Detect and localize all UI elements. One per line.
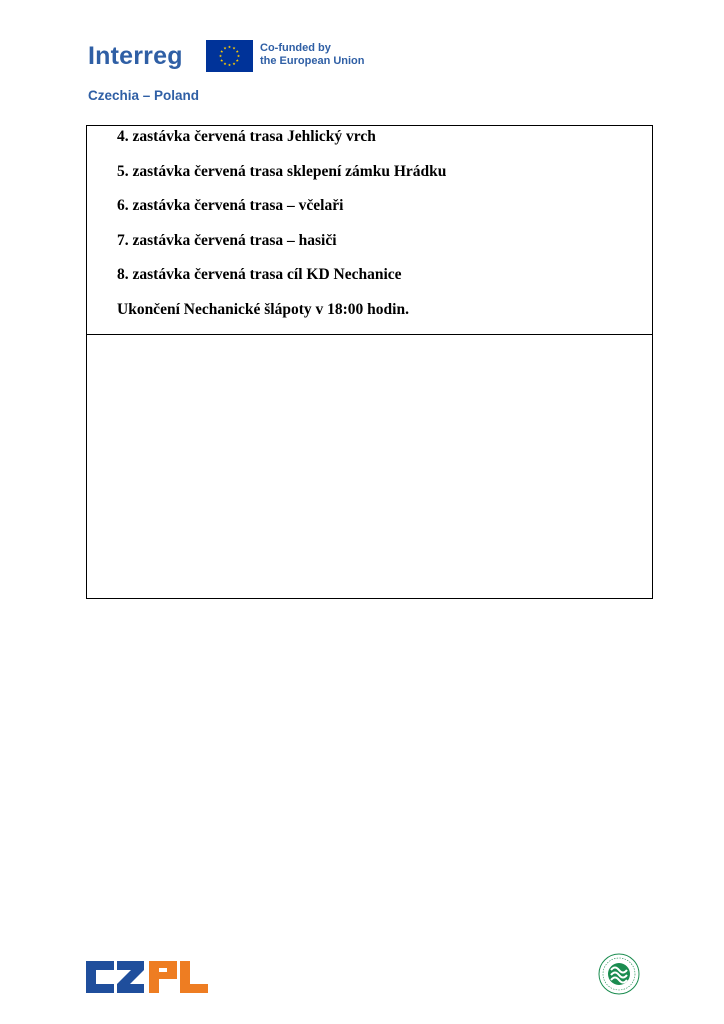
content-table — [86, 125, 653, 599]
cofunded-line-2: the European Union — [260, 55, 365, 67]
cz-pl-logo — [86, 961, 208, 993]
table-row — [87, 126, 652, 335]
cofunded-line-1: Co-funded by — [260, 42, 331, 54]
interreg-wordmark: Interreg — [88, 42, 183, 70]
euroregion-glacensis-logo — [598, 953, 640, 995]
list-item: 6. zastávka červená trasa – včelaři — [117, 197, 344, 214]
list-item: 5. zastávka červená trasa sklepení zámku Hrádku — [117, 163, 447, 180]
program-name: Czechia – Poland — [88, 88, 200, 103]
list-item: 4. zastávka červená trasa Jehlický vrch — [117, 128, 376, 145]
list-item: 8. zastávka červená trasa cíl KD Nechanice — [117, 266, 402, 283]
eu-flag-icon — [206, 40, 253, 72]
empty-table-row — [87, 335, 652, 598]
closing-line: Ukončení Nechanické šlápoty v 18:00 hodin. — [117, 301, 409, 318]
list-item: 7. zastávka červená trasa – hasiči — [117, 232, 337, 249]
cofunded-text — [260, 42, 365, 68]
